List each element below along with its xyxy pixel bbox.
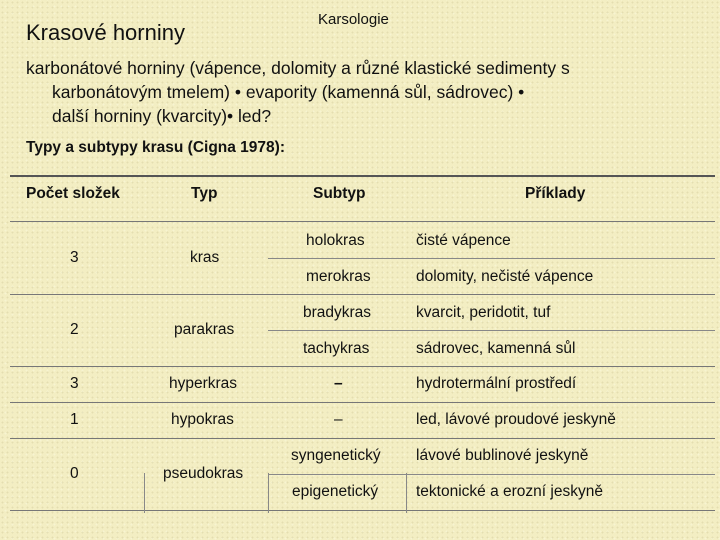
cell-type: pseudokras — [163, 465, 244, 482]
table-title: Typy a subtypy krasu (Cigna 1978): — [26, 139, 285, 156]
table-bottom-rule — [10, 510, 715, 511]
cell-subtype: bradykras — [303, 304, 372, 321]
row-divider — [268, 330, 715, 331]
header-rule — [10, 221, 715, 222]
group-rule — [10, 438, 715, 439]
cell-example: dolomity, nečisté vápence — [416, 268, 594, 285]
column-header-subtype: Subtyp — [313, 185, 366, 202]
cell-example: led, lávové proudové jeskyně — [416, 411, 616, 428]
intro-line-1: karbonátové horniny (vápence, dolomity a různé klastické sedimenty s — [26, 58, 570, 78]
column-divider — [268, 473, 269, 513]
karst-types-table — [10, 173, 715, 513]
column-divider — [144, 473, 145, 513]
cell-subtype: – — [334, 375, 343, 392]
cell-subtype: syngenetický — [291, 447, 381, 464]
cell-subtype: merokras — [306, 268, 371, 285]
cell-example: čisté vápence — [416, 232, 511, 249]
intro-line-2: karbonátovým tmelem) • evapority (kamenná sůl, sádrovec) • — [52, 82, 525, 102]
table-top-rule — [10, 175, 715, 177]
column-header-count: Počet složek — [26, 185, 120, 202]
intro-line-3: další horniny (kvarcity)• led? — [52, 106, 272, 126]
column-divider — [406, 473, 407, 513]
cell-example: tektonické a erozní jeskyně — [416, 483, 603, 500]
group-rule — [10, 294, 715, 295]
cell-type: parakras — [174, 321, 235, 338]
cell-count: 3 — [70, 375, 79, 392]
cell-type: hyperkras — [169, 375, 238, 392]
row-divider — [268, 474, 715, 475]
cell-type: kras — [190, 249, 220, 266]
cell-count: 0 — [70, 465, 79, 482]
intro-paragraph — [26, 56, 716, 128]
column-header-type: Typ — [191, 185, 218, 202]
column-header-examples: Příklady — [525, 185, 586, 202]
cell-count: 1 — [70, 411, 79, 428]
subject-label: Karsologie — [318, 11, 389, 28]
page-title: Krasové horniny — [26, 20, 185, 45]
cell-type: hypokras — [171, 411, 234, 428]
cell-subtype: – — [334, 411, 343, 428]
cell-subtype: tachykras — [303, 340, 370, 357]
cell-subtype: holokras — [306, 232, 365, 249]
cell-count: 2 — [70, 321, 79, 338]
group-rule — [10, 402, 715, 403]
cell-example: sádrovec, kamenná sůl — [416, 340, 576, 357]
row-divider — [268, 258, 715, 259]
cell-example: hydrotermální prostředí — [416, 375, 577, 392]
cell-subtype: epigenetický — [292, 483, 379, 500]
cell-example: kvarcit, peridotit, tuf — [416, 304, 551, 321]
cell-count: 3 — [70, 249, 79, 266]
group-rule — [10, 366, 715, 367]
cell-example: lávové bublinové jeskyně — [416, 447, 589, 464]
